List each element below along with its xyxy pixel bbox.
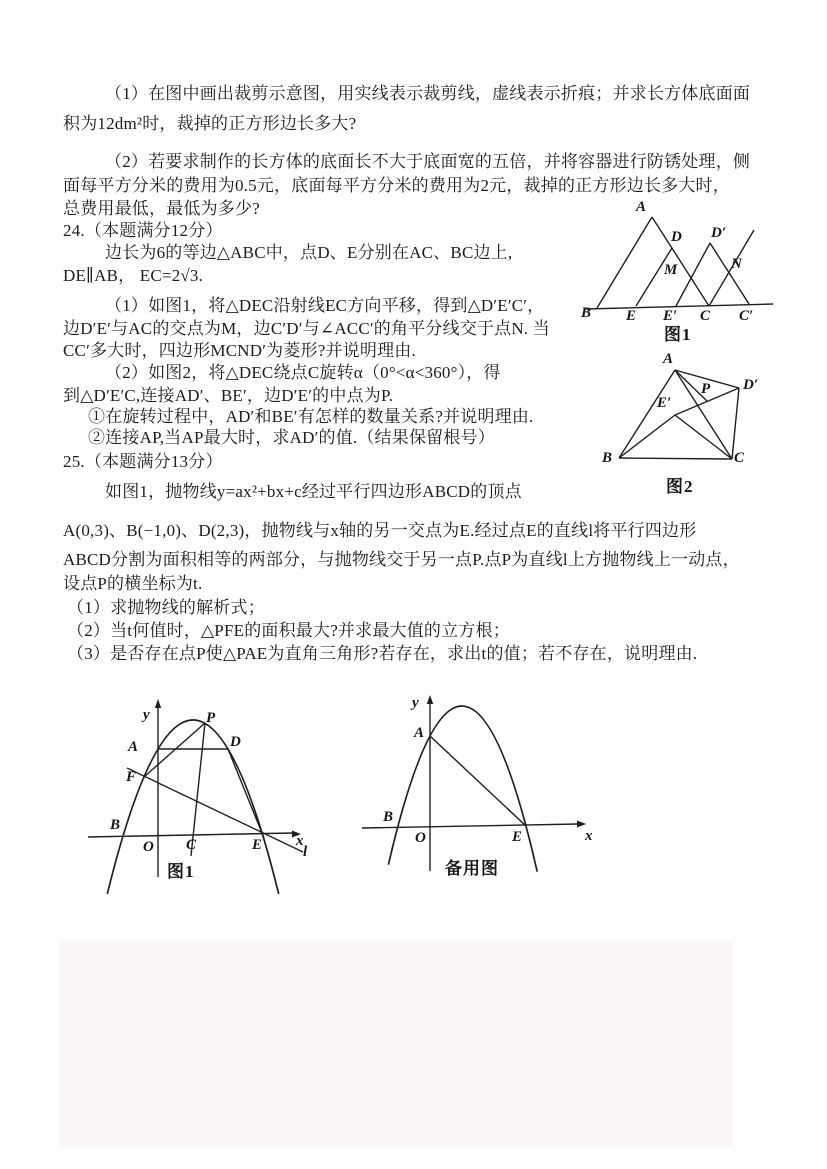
text-line: （2）若要求制作的长方体的底面长不大于底面宽的五倍，并将容器进行防锈处理，侧	[105, 152, 751, 171]
point-label-E: E	[512, 829, 523, 845]
point-label-B: B	[581, 305, 592, 321]
point-label-E: E	[626, 308, 637, 324]
text-line: ②连接AP,当AP最大时，求AD′的值.（结果保留根号）	[88, 428, 495, 447]
figure-2-caption: 图2	[666, 477, 694, 496]
figure-3-drawing	[80, 695, 315, 890]
point-label-A: A	[636, 199, 647, 215]
text-line: ABCD分割为面积相等的两部分，与抛物线交于另一点P.点P为直线l上方抛物线上一动点，	[63, 550, 740, 569]
text-line: 边长为6的等边△ABC中，点D、E分别在AC、BC边上,	[105, 243, 513, 262]
text-line: ①在旋转过程中，AD′和BE′有怎样的数量关系?并说明理由.	[88, 407, 534, 426]
point-label-D-prime: D′	[743, 377, 759, 393]
axis-label-x: x	[296, 833, 304, 849]
point-label-A: A	[663, 351, 674, 367]
figure-4-drawing	[355, 690, 600, 885]
figure-3-caption: 图1	[167, 862, 195, 881]
text-line: （2）当t何值时，△PFE的面积最大?并求最大值的立方根；	[67, 621, 510, 640]
point-label-E: E	[252, 837, 263, 853]
problem-24-heading: 24.（本题满分12分）	[63, 221, 223, 240]
point-label-C: C	[700, 308, 711, 324]
text-line: 积为12dm²时，裁掉的正方形边长多大?	[63, 114, 357, 133]
text-line: 边D′E′与AC的交点为M，边C′D′与∠ACC′的角平分线交于点N. 当	[63, 319, 550, 338]
text-line: CC′多大时，四边形MCND′为菱形?并说明理由.	[63, 341, 416, 360]
text-line: 如图1，抛物线y=ax²+bx+c经过平行四边形ABCD的顶点	[105, 482, 522, 501]
point-label-D: D	[230, 734, 241, 750]
figure-1-caption: 图1	[664, 325, 692, 344]
axis-label-y: y	[143, 707, 150, 723]
point-label-A: A	[414, 725, 425, 741]
point-label-E-prime: E′	[657, 395, 672, 411]
point-label-C-prime: C′	[739, 308, 754, 324]
point-label-M: M	[664, 262, 678, 278]
axis-label-x: x	[585, 828, 593, 844]
point-label-E-prime: E′	[663, 308, 678, 324]
point-label-C: C	[186, 837, 197, 853]
origin-label-O: O	[143, 839, 154, 855]
scan-tint-block	[59, 941, 734, 1147]
text-line: （3）是否存在点P使△PAE为直角三角形?若存在，求出t的值；若不存在，说明理由.	[67, 644, 698, 663]
text-line: （1）在图中画出裁剪示意图，用实线表示裁剪线，虚线表示折痕；并求长方体底面面	[105, 84, 751, 103]
text-line: （1）求抛物线的解析式；	[67, 598, 265, 617]
text-line: DE∥AB， EC=2√3.	[63, 266, 204, 285]
figure-4-caption: 备用图	[445, 859, 499, 878]
point-label-D: D	[671, 229, 682, 245]
point-label-F: F	[126, 769, 137, 785]
point-label-B: B	[602, 450, 613, 466]
text-line: 设点P的横坐标为t.	[63, 574, 203, 593]
text-line: 总费用最低，最低为多少?	[63, 199, 260, 218]
text-line: （2）如图2，将△DEC绕点C旋转α（0°<α<360°），得	[105, 363, 501, 382]
text-line: 面每平方分米的费用为0.5元，底面每平方分米的费用为2元，裁掉的正方形边长多大时，	[63, 176, 730, 195]
point-label-D-prime: D′	[711, 225, 727, 241]
text-line: 到△D′E′C,连接AD′、BE′，边D′E′的中点为P.	[63, 386, 394, 405]
point-label-P: P	[701, 381, 711, 397]
line-label-l: l	[303, 844, 308, 860]
text-line: A(0,3)、B(−1,0)、D(2,3)，抛物线与x轴的另一交点为E.经过点E的直线l将平行四边形	[63, 521, 697, 540]
point-label-B: B	[383, 809, 394, 825]
point-label-C: C	[734, 450, 745, 466]
point-label-N: N	[731, 256, 742, 272]
origin-label-O: O	[415, 830, 426, 846]
figure-2-rotation	[590, 350, 790, 505]
point-label-A: A	[128, 739, 139, 755]
figure-4-spare-parabola	[355, 690, 600, 885]
point-label-B: B	[110, 817, 121, 833]
figure-1-triangles	[575, 195, 780, 350]
axis-label-y: y	[412, 695, 419, 711]
text-line: （1）如图1，将△DEC沿射线EC方向平移，得到△D′E′C′，	[105, 296, 545, 315]
point-label-P: P	[206, 710, 216, 726]
problem-25-heading: 25.（本题满分13分）	[63, 452, 223, 471]
figure-3-parabola	[80, 695, 315, 890]
